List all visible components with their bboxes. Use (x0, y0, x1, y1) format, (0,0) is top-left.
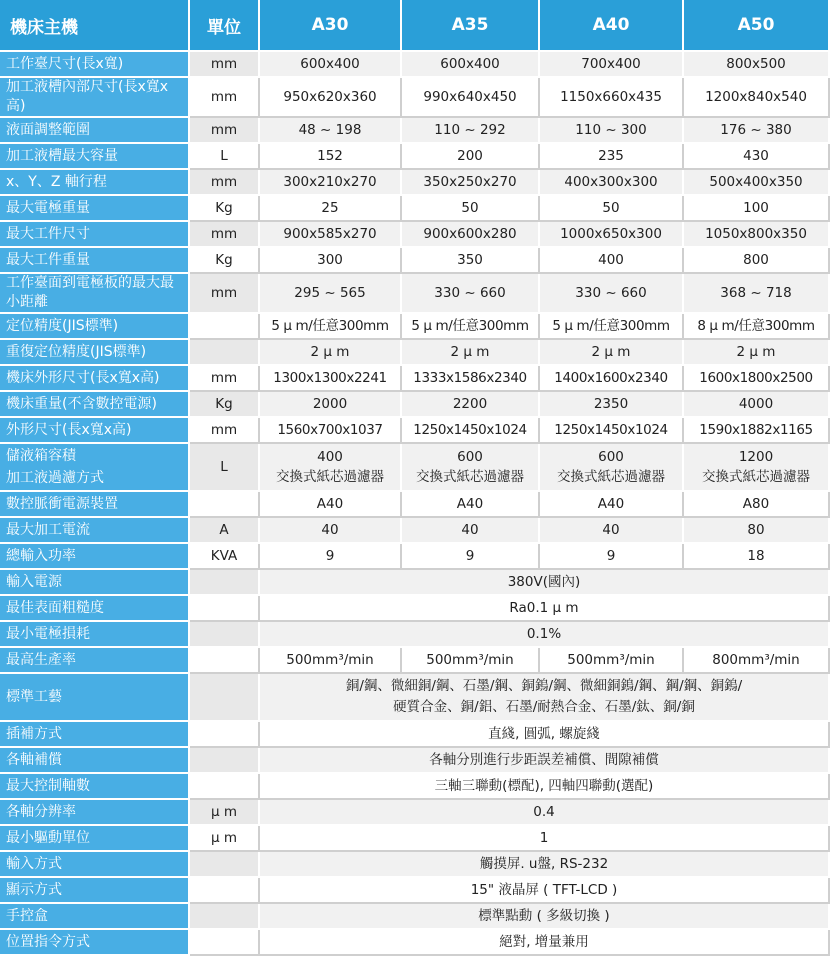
cell-value: 40 (402, 518, 540, 544)
cell-value: 330 ~ 660 (540, 274, 684, 314)
cell-value: 2 μ m (402, 340, 540, 366)
cell-value-merged: Ra0.1 μ m (260, 596, 830, 622)
cell-value: 330 ~ 660 (402, 274, 540, 314)
table-row (0, 118, 830, 144)
row-unit (190, 340, 260, 366)
row-label: 各軸補償 (0, 748, 190, 774)
cell-value: 600x400 (260, 52, 402, 78)
cell-value-merged: 絕對, 增量兼用 (260, 930, 830, 956)
header-model-a35: A35 (402, 0, 540, 52)
row-unit (190, 878, 260, 904)
row-unit: Kg (190, 392, 260, 418)
row-label: 各軸分辨率 (0, 800, 190, 826)
row-label: 最小電極損耗 (0, 622, 190, 648)
row-label: 插補方式 (0, 722, 190, 748)
row-unit: μ m (190, 826, 260, 852)
cell-value: 900x585x270 (260, 222, 402, 248)
cell-value: 500mm³/min (260, 648, 402, 674)
row-label: 機床外形尺寸(長x寬x高) (0, 366, 190, 392)
cell-value: 1590x1882x1165 (684, 418, 830, 444)
row-unit: mm (190, 418, 260, 444)
cell-value-merged: 銅/鋼、微細銅/鋼、石墨/鋼、銅鎢/鋼、微細銅鎢/鋼、鋼/鋼、銅鎢/ 硬質合金、銅/鋁、石墨/耐熱合金、石墨/鈦、銅/銅 (260, 674, 830, 722)
header-model-a50: A50 (684, 0, 830, 52)
row-label: 加工液槽最大容量 (0, 144, 190, 170)
table-row (0, 622, 830, 648)
table-row (0, 722, 830, 748)
cell-value: 152 (260, 144, 402, 170)
cell-value-merged: 0.1% (260, 622, 830, 648)
table-row (0, 444, 830, 492)
cell-value: 5 μ m/任意300mm (402, 314, 540, 340)
cell-value: 350 (402, 248, 540, 274)
row-unit (190, 314, 260, 340)
cell-value-merged: 1 (260, 826, 830, 852)
cell-value: 4000 (684, 392, 830, 418)
cell-value: A40 (540, 492, 684, 518)
cell-value-merged: 觸摸屏. u盤, RS-232 (260, 852, 830, 878)
cell-value: 990x640x450 (402, 78, 540, 118)
cell-value: A40 (402, 492, 540, 518)
cell-value: 600 交換式紙芯過濾器 (540, 444, 684, 492)
cell-value: 600x400 (402, 52, 540, 78)
cell-value: 500mm³/min (402, 648, 540, 674)
cell-value: 25 (260, 196, 402, 222)
table-row (0, 144, 830, 170)
cell-value: 400x300x300 (540, 170, 684, 196)
cell-value: 400 交換式紙芯過濾器 (260, 444, 402, 492)
cell-value: 1200x840x540 (684, 78, 830, 118)
row-unit (190, 722, 260, 748)
row-label: 手控盒 (0, 904, 190, 930)
cell-value: 2200 (402, 392, 540, 418)
cell-value: 800 (684, 248, 830, 274)
cell-value: 600 交換式紙芯過濾器 (402, 444, 540, 492)
row-unit (190, 648, 260, 674)
cell-value: 1560x700x1037 (260, 418, 402, 444)
row-label: 儲液箱容積 加工液過濾方式 (0, 444, 190, 492)
cell-value: 700x400 (540, 52, 684, 78)
row-label: 工作臺尺寸(長x寬) (0, 52, 190, 78)
cell-value: 200 (402, 144, 540, 170)
row-label: 重復定位精度(JIS標準) (0, 340, 190, 366)
row-label: 位置指令方式 (0, 930, 190, 956)
table-row (0, 518, 830, 544)
cell-value-merged: 各軸分別進行步距誤差補償、間隙補償 (260, 748, 830, 774)
header-row (0, 0, 830, 52)
cell-value: 100 (684, 196, 830, 222)
cell-value: 50 (402, 196, 540, 222)
header-model-a40: A40 (540, 0, 684, 52)
table-row (0, 492, 830, 518)
row-unit: Kg (190, 196, 260, 222)
row-label: 輸入方式 (0, 852, 190, 878)
cell-value-merged: 0.4 (260, 800, 830, 826)
row-unit (190, 674, 260, 722)
row-label: 最大加工電流 (0, 518, 190, 544)
table-row (0, 170, 830, 196)
cell-value: 9 (402, 544, 540, 570)
row-unit: mm (190, 274, 260, 314)
row-label: 最小驅動單位 (0, 826, 190, 852)
table-row (0, 852, 830, 878)
row-label: 總輸入功率 (0, 544, 190, 570)
table-row (0, 52, 830, 78)
cell-value: 110 ~ 300 (540, 118, 684, 144)
header-unit: 單位 (190, 0, 260, 52)
row-label: 輸入電源 (0, 570, 190, 596)
cell-value-merged: 380V(國內) (260, 570, 830, 596)
row-unit: Kg (190, 248, 260, 274)
table-row (0, 340, 830, 366)
cell-value: 176 ~ 380 (684, 118, 830, 144)
cell-value-merged: 直綫, 圓弧, 螺旋綫 (260, 722, 830, 748)
table-row (0, 570, 830, 596)
table-row (0, 544, 830, 570)
table-row (0, 222, 830, 248)
row-unit (190, 930, 260, 956)
cell-value: 40 (540, 518, 684, 544)
table-row (0, 826, 830, 852)
cell-value: 1150x660x435 (540, 78, 684, 118)
row-label: 顯示方式 (0, 878, 190, 904)
table-row (0, 648, 830, 674)
cell-value: 5 μ m/任意300mm (540, 314, 684, 340)
table-row (0, 878, 830, 904)
row-label: 最大工件重量 (0, 248, 190, 274)
row-unit (190, 774, 260, 800)
cell-value: 1000x650x300 (540, 222, 684, 248)
cell-value: 300 (260, 248, 402, 274)
cell-value-merged: 三軸三聯動(標配), 四軸四聯動(選配) (260, 774, 830, 800)
cell-value: 2350 (540, 392, 684, 418)
cell-value: 400 (540, 248, 684, 274)
row-unit: L (190, 144, 260, 170)
cell-value: 2 μ m (260, 340, 402, 366)
row-unit (190, 622, 260, 648)
row-unit (190, 852, 260, 878)
row-label: 液面調整範圍 (0, 118, 190, 144)
row-label: 最大控制軸數 (0, 774, 190, 800)
row-label: 最大工件尺寸 (0, 222, 190, 248)
row-unit: μ m (190, 800, 260, 826)
row-unit (190, 748, 260, 774)
cell-value: 1050x800x350 (684, 222, 830, 248)
row-unit: A (190, 518, 260, 544)
table-row (0, 418, 830, 444)
row-unit: mm (190, 78, 260, 118)
cell-value: 350x250x270 (402, 170, 540, 196)
table-row (0, 392, 830, 418)
table-row (0, 274, 830, 314)
cell-value: 300x210x270 (260, 170, 402, 196)
cell-value: 500x400x350 (684, 170, 830, 196)
header-spec-label: 機床主機 (0, 0, 190, 52)
cell-value: 900x600x280 (402, 222, 540, 248)
cell-value: 430 (684, 144, 830, 170)
table-row (0, 366, 830, 392)
cell-value: 950x620x360 (260, 78, 402, 118)
cell-value: 1200 交換式紙芯過濾器 (684, 444, 830, 492)
row-label: 定位精度(JIS標準) (0, 314, 190, 340)
cell-value: 235 (540, 144, 684, 170)
cell-value: 18 (684, 544, 830, 570)
row-unit: mm (190, 52, 260, 78)
cell-value-merged: 標準點動 ( 多級切換 ) (260, 904, 830, 930)
row-unit (190, 570, 260, 596)
cell-value: 1300x1300x2241 (260, 366, 402, 392)
table-row (0, 904, 830, 930)
table-row (0, 774, 830, 800)
cell-value: 2 μ m (684, 340, 830, 366)
cell-value: 295 ~ 565 (260, 274, 402, 314)
row-unit: mm (190, 366, 260, 392)
row-label: 最佳表面粗糙度 (0, 596, 190, 622)
row-unit: mm (190, 118, 260, 144)
cell-value: 5 μ m/任意300mm (260, 314, 402, 340)
table-row (0, 748, 830, 774)
row-unit: mm (190, 222, 260, 248)
row-label: 標準工藝 (0, 674, 190, 722)
cell-value: 40 (260, 518, 402, 544)
row-label: 最大電極重量 (0, 196, 190, 222)
cell-value: 8 μ m/任意300mm (684, 314, 830, 340)
cell-value: 800x500 (684, 52, 830, 78)
cell-value: 1333x1586x2340 (402, 366, 540, 392)
cell-value: 1600x1800x2500 (684, 366, 830, 392)
cell-value: 50 (540, 196, 684, 222)
table-row (0, 196, 830, 222)
cell-value: 368 ~ 718 (684, 274, 830, 314)
table-row (0, 930, 830, 956)
table-row (0, 800, 830, 826)
cell-value: 9 (540, 544, 684, 570)
row-label: 工作臺面到電極板的最大最小距離 (0, 274, 190, 314)
row-label: 加工液槽內部尺寸(長x寬x高) (0, 78, 190, 118)
table-row (0, 78, 830, 118)
table-row (0, 596, 830, 622)
row-label: x、Y、Z 軸行程 (0, 170, 190, 196)
row-unit (190, 596, 260, 622)
row-label: 數控脈衝電源裝置 (0, 492, 190, 518)
row-label: 機床重量(不含數控電源) (0, 392, 190, 418)
row-unit: L (190, 444, 260, 492)
cell-value: 1250x1450x1024 (402, 418, 540, 444)
row-unit: KVA (190, 544, 260, 570)
cell-value: 500mm³/min (540, 648, 684, 674)
table-row (0, 314, 830, 340)
cell-value: 1400x1600x2340 (540, 366, 684, 392)
cell-value: 1250x1450x1024 (540, 418, 684, 444)
row-unit: mm (190, 170, 260, 196)
cell-value: A80 (684, 492, 830, 518)
table-row (0, 248, 830, 274)
cell-value: 800mm³/min (684, 648, 830, 674)
row-label: 外形尺寸(長x寬x高) (0, 418, 190, 444)
cell-value: 110 ~ 292 (402, 118, 540, 144)
cell-value: 48 ~ 198 (260, 118, 402, 144)
header-model-a30: A30 (260, 0, 402, 52)
cell-value: A40 (260, 492, 402, 518)
cell-value: 80 (684, 518, 830, 544)
cell-value-merged: 15" 液晶屏 ( TFT-LCD ) (260, 878, 830, 904)
row-unit (190, 492, 260, 518)
row-unit (190, 904, 260, 930)
row-label: 最高生產率 (0, 648, 190, 674)
cell-value: 2 μ m (540, 340, 684, 366)
table-row (0, 674, 830, 722)
cell-value: 2000 (260, 392, 402, 418)
cell-value: 9 (260, 544, 402, 570)
